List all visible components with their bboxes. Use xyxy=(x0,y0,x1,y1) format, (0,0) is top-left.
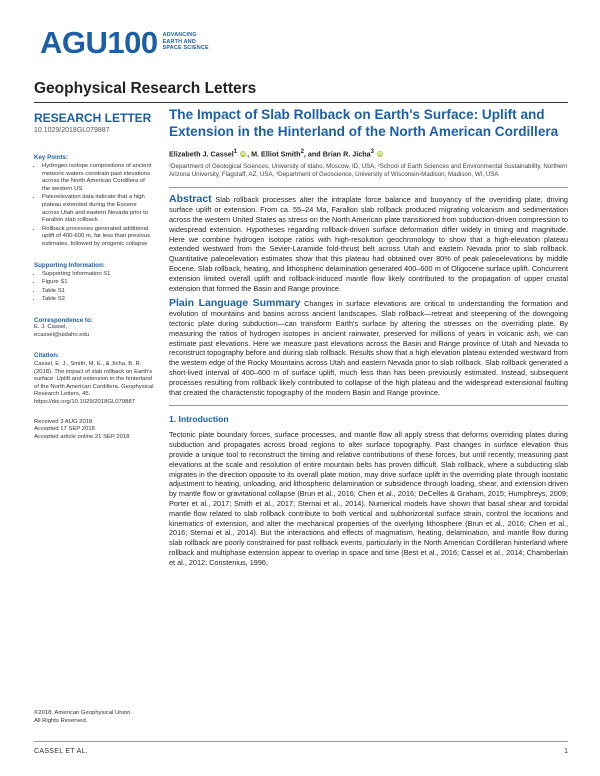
main-column xyxy=(169,107,568,567)
agu100-logo[interactable] xyxy=(40,18,209,66)
key-point: • Paleoelevation data indicate that a high plateau extended during the Eocene across Utah and eastern Nevada prior to Farallon slab rollback xyxy=(42,194,154,224)
copyright-line: ©2018. American Geophysical Union. xyxy=(34,710,132,716)
tagline-line: EARTH AND xyxy=(162,38,196,45)
page-number: 1 xyxy=(564,748,568,755)
affiliation-mark: 1 xyxy=(233,149,238,155)
supporting-item[interactable]: • Table S2 xyxy=(42,296,154,304)
tagline-line: ADVANCING xyxy=(162,31,197,38)
logo-tagline xyxy=(163,32,209,52)
footer-divider xyxy=(34,741,568,742)
plain-language-summary xyxy=(169,299,568,397)
author-name: Elizabeth J. Cassel xyxy=(169,149,234,159)
supporting-info-heading: Supporting Information: xyxy=(34,261,105,269)
introduction-text: Tectonic plate boundary forces, surface processes, and mantle flow all apply stress that deforms overriding plates during subduction and propagates across broad regions to alter surface topography. Past changes in surface elevation thus provide a unique tool to reconstruct the timing and relative contributions of these forces, but until recently, measuring past elevations at the scale and resolution of entire mountain belts has proven difficult. Slab rollback, where a subducting slab migrates in the direction opposite to its overall plate motion, may drive surface uplift in the overriding plate through isostatic adjustment to heating, unloading, and lithospheric delamination or subsidence through loading, shear, and extension driven by mantle flow or gravitational collapse (Brun et al., 2016; Chen et al., 2016; DeCelles & Graham, 2015; Humphreys, 2009; Porter et al., 2017; Smith et al., 2017; Sternai et al., 2014). Numerical models have shown that basal shear and toroidal mantle flow related to slab rollback contribute to both vertical and subhorizontal surface strain, control the locations and kinematics of extension, and alter the mechanical properties of the overlying lithosphere (Brun et al., 2016; Chen et al., 2016; Sternai et al., 2014). But the interactions and effects of magmatism, heating, delamination, and mantle flow during slab rollback are poorly constrained for past rollback events, particularly in the North American Cordilleran hinterland where rollback and multiphase extension appear to overlap in space and time (Best et al., 2016; Cassel et al., 2014; Chamberlain et al., 2012; Constenius, 1996; xyxy=(169,430,568,567)
abstract-heading: Abstract xyxy=(169,193,212,206)
supporting-item[interactable]: • Table S1 xyxy=(42,288,154,296)
header-divider xyxy=(34,102,568,103)
citation-heading: Citation: xyxy=(34,352,60,360)
journal-title: Geophysical Research Letters xyxy=(34,80,257,97)
affiliations: ¹Department of Geological Sciences, University of Idaho, Moscow, ID, USA, ²School of Earth Sciences and Environmental Sustainability, Northern Arizona University, Flagstaff, AZ, USA, ³Department of Geoscience, University of Wisconsin-Madison, Madison, WI, USA xyxy=(169,163,568,179)
author-list: Elizabeth J. Cassel$^1$ iD , M. Elliot Smith$^2$, and Brian R. Jicha$^3$ iD xyxy=(169,149,383,159)
left-sidebar xyxy=(34,111,154,441)
received-date: Received 3 AUG 2018 xyxy=(34,418,93,425)
pls-text: Changes in surface elevations are critical to understanding the formation and evolution of mountains and basins across ancient landscapes. Slab rollback—retreat and steepening of the downgoing tectonic plate during subduction—can transform Earth's surface by altering the stresses on the overriding plate. By measuring the ratios of hydrogen isotopes in ancient rainwater, preserved for millions of years in volcanic ash, we can estimate past elevations. Here we measure past elevations across the Basin and Range province of Utah and Nevada to reconstruct topography before and during slab rollback. Results show that a high elevation plateau extended westward from the western edge of the Rocky Mountains across Utah and eastern Nevada prior to slab rollback. Slab rollback generated a short-lived interval of 400–600 m of surface uplift, much less than has been previously estimated. Instead, subsequent processes resulting from rollback likely contributed to collapse of the high plateau and the widespread extensional faulting that created the characteristic topography of the modern Basin and Range province. xyxy=(169,299,568,397)
logo-wordmark: AGU100 xyxy=(40,24,158,60)
supporting-item[interactable]: • Figure S1 xyxy=(42,279,154,287)
citation-text: Cassel, E. J., Smith, M. E., & Jicha, B. R. (2018). The impact of slab rollback on Earth's surface: Uplift and extension in the hinterland of the North American Cordillera. Geophysical Research Letters, 45. https://doi.org/10.1029/2018GL079887 xyxy=(34,361,154,406)
pls-heading: Plain Language Summary xyxy=(169,297,301,310)
abstract-section xyxy=(169,195,568,293)
article-dates xyxy=(34,419,154,442)
correspondence-email[interactable]: ecassel@uidaho.edu xyxy=(34,331,90,338)
article-title: The Impact of Slab Rollback on Earth's Surface: Uplift and Extension in the Hinterland of the North American Cordillera xyxy=(169,107,559,139)
correspondence-heading: Correspondence to: xyxy=(34,316,93,324)
doi[interactable]: 10.1029/2018GL079887 xyxy=(34,127,110,134)
correspondence-name: E. J. Cassel, xyxy=(34,323,68,330)
copyright-line: All Rights Reserved. xyxy=(34,717,88,724)
key-points-list xyxy=(34,163,154,249)
abstract-text: Slab rollback processes alter the intraplate force balance and buoyancy of the overriding plate, driving surface uplift or extension. From ca. 55–24 Ma, Farallon slab rollback produced migrating volcanism and sedimentation across the western United States as stress on the North American plate transitioned from subduction-driven compression to widespread extension. Hypotheses regarding rollback-driven surface deformation differ widely in timing and magnitude. Here we combine hydrogen isotope ratios with high-resolution geochronology to show that a high-elevation plateau extended westward from the Sevier-Laramide fold-thrust belt across Utah and eastern Nevada prior to slab rollback. Quantitative paleoelevation estimates show that this plateau had obtained over 80% of peak paleoelevations by middle Eocene. Slab rollback, heating, and lithospheric delamination generated 400–600 m of Oligocene surface uplift. Concurrent extension limited overall uplift and rollback-induced mantle flow likely contributed to the propagation of upper crustal extension that formed the Basin and Range province. xyxy=(169,195,568,293)
running-footer: CASSEL ET AL. xyxy=(34,748,89,755)
author-name: Brian R. Jicha xyxy=(322,149,371,159)
copyright xyxy=(34,710,154,725)
affiliation-mark: 2 xyxy=(300,149,304,155)
orcid-icon[interactable]: iD xyxy=(240,151,246,157)
author-name: M. Elliot Smith xyxy=(251,149,301,159)
supporting-info-list xyxy=(34,271,154,304)
article-type: RESEARCH LETTER xyxy=(34,111,152,125)
accepted-date: Accepted 17 SEP 2018 xyxy=(34,426,95,433)
section-divider xyxy=(169,187,568,188)
section-divider xyxy=(169,405,568,406)
orcid-icon[interactable]: iD xyxy=(377,151,383,157)
affiliation-mark: 3 xyxy=(370,149,374,155)
key-point: • Rollback processes generated additional uplift of 400-600 m, far less than previous estimates, followed by orogenic collapse xyxy=(42,226,154,249)
supporting-item[interactable]: • Supporting Information S1 xyxy=(42,271,154,279)
key-point: • Hydrogen isotope compositions of ancient meteoric waters constrain past elevations across the North American Cordillera of the western US xyxy=(42,163,154,193)
key-points-heading: Key Points: xyxy=(34,154,69,161)
introduction-heading: 1. Introduction xyxy=(169,414,229,425)
tagline-line: SPACE SCIENCE xyxy=(162,45,209,52)
online-date: Accepted article online 21 SEP 2018 xyxy=(34,433,130,440)
